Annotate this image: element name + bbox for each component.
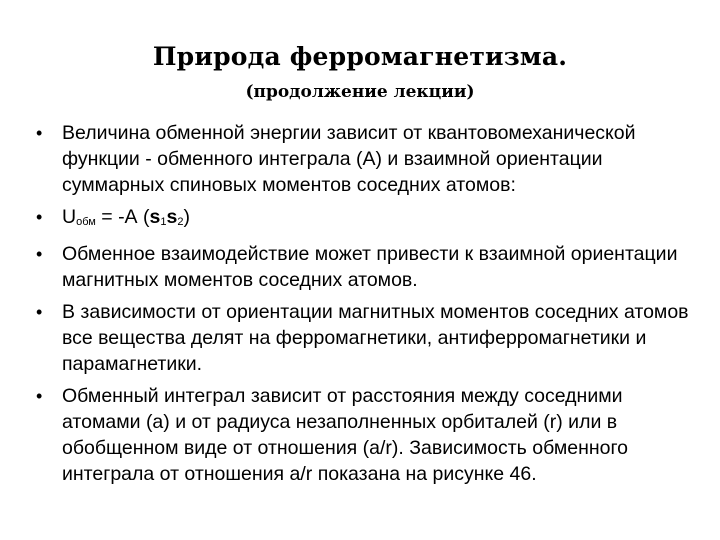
formula-s1-subscript: 1 xyxy=(160,216,167,228)
bullet-item-4 xyxy=(36,299,696,377)
bullet-icon: • xyxy=(36,123,43,143)
bullet-icon: • xyxy=(36,244,43,264)
bullet-text: Обменный интеграл зависит от расстояния между соседними атомами (а) и от радиуса незаполненных орбиталей (r) или в обобщенном виде от отношения (a/r). Зависимость обменного интеграла от отношения a/r показана на рисунке 46. xyxy=(62,385,629,485)
exchange-energy-formula xyxy=(62,204,696,235)
bullet-icon: • xyxy=(36,386,43,406)
bullet-item-1 xyxy=(36,120,696,198)
formula-u-subscript: обм xyxy=(76,216,96,228)
bullet-item-3 xyxy=(36,241,696,293)
bullet-text: Обменное взаимодействие может привести к взаимной ориентации магнитных моментов соседних атомов. xyxy=(62,243,678,291)
bullet-item-2 xyxy=(36,204,696,235)
bullet-text: Величина обменной энергии зависит от квантовомеханической функции - обменного интеграла (А) и взаимной ориентации суммарных спиновых моментов соседних атомов: xyxy=(62,122,636,196)
formula-s2-subscript: 2 xyxy=(177,216,184,228)
formula-equals: = -А ( xyxy=(95,206,150,228)
formula-s2: s xyxy=(166,206,178,228)
bullet-list xyxy=(36,120,696,493)
bullet-icon: • xyxy=(36,302,43,322)
bullet-icon: • xyxy=(36,207,43,227)
formula-close: ) xyxy=(183,206,190,228)
bullet-text: В зависимости от ориентации магнитных моментов соседних атомов все вещества делят на ферромагнетики, антиферромагнетики и парамагнетики. xyxy=(62,301,689,375)
slide-subtitle: (продолжение лекции) xyxy=(245,82,475,102)
bullet-item-5 xyxy=(36,383,696,487)
formula-s1: s xyxy=(149,206,161,228)
formula-u: U xyxy=(62,206,77,228)
slide-title: Природа ферромагнетизма. xyxy=(152,42,568,71)
